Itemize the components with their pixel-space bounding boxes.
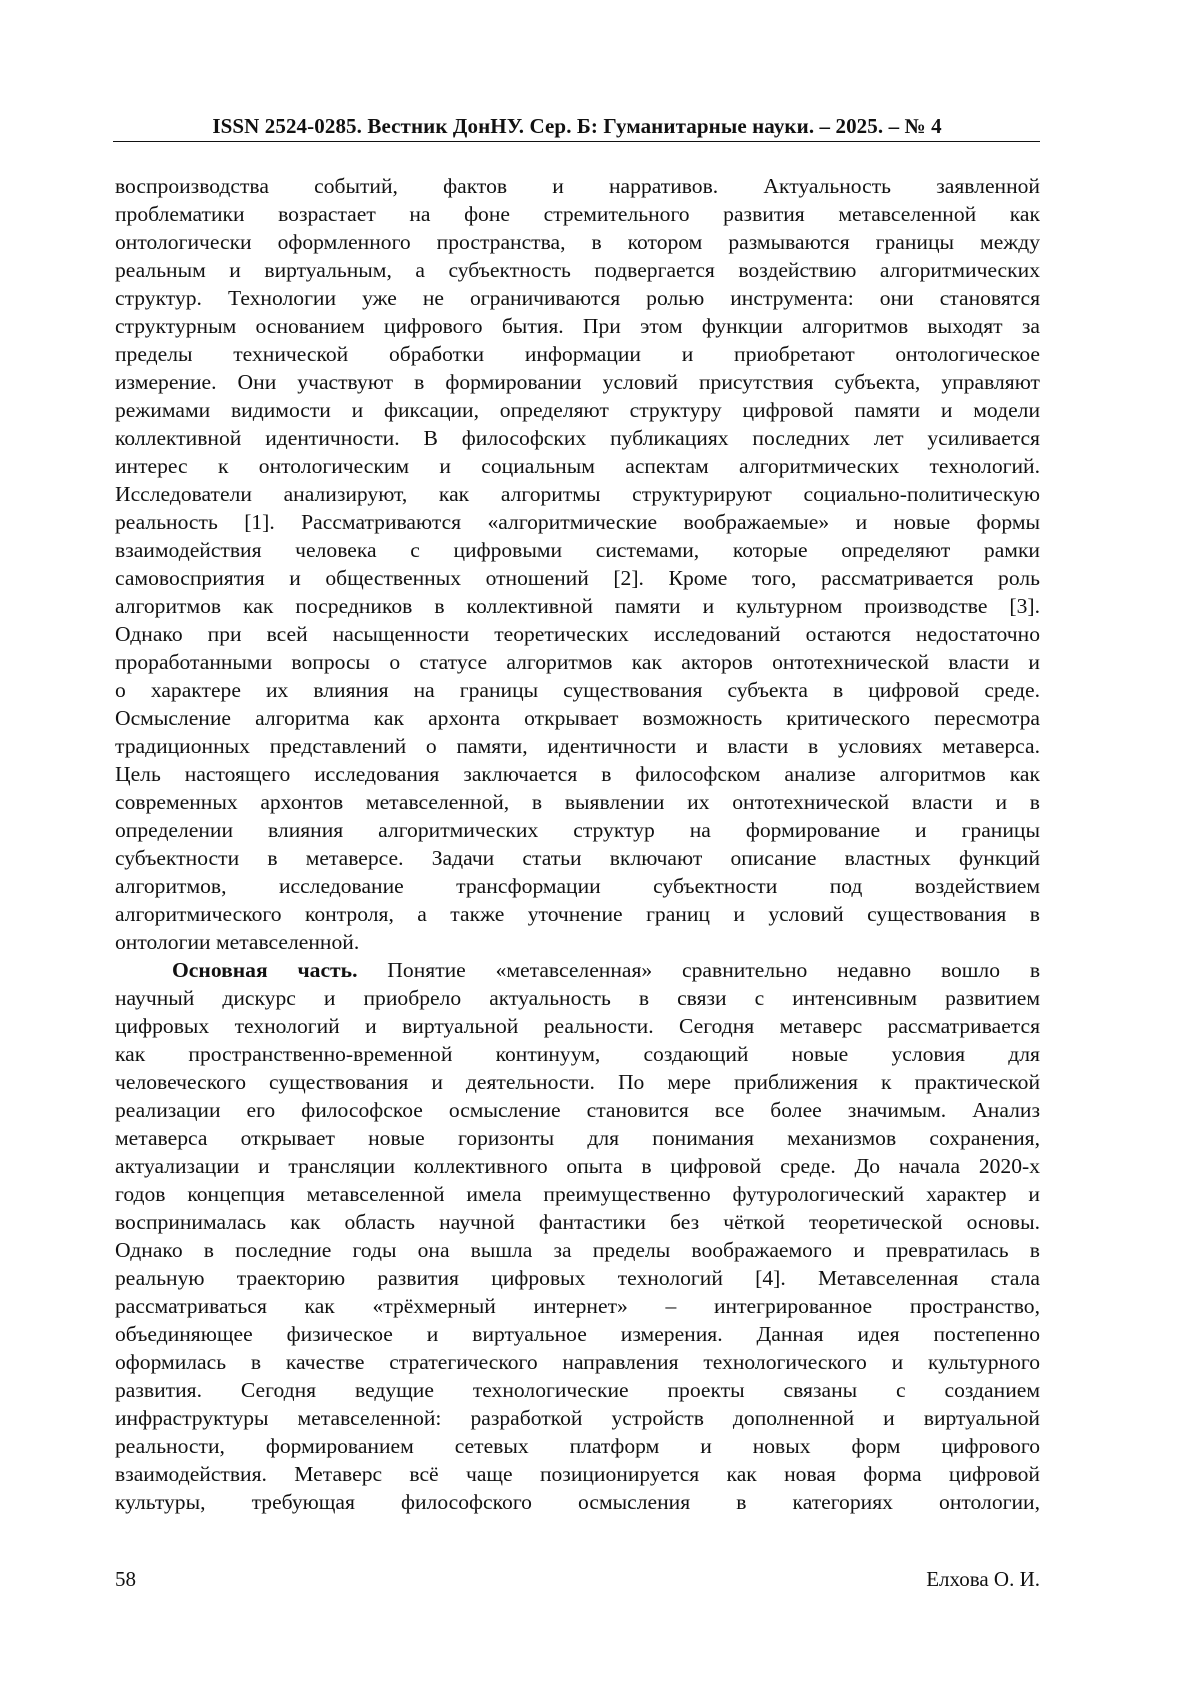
paragraph-main-part [115, 956, 1040, 1516]
text-line: пределы технической обработки информации и приобретают онтологическое [115, 342, 1040, 366]
text-line: самовосприятия и общественных отношений [2]. Кроме того, рассматривается роль [115, 566, 1040, 590]
text-line: научный дискурс и приобрело актуальность в связи с интенсивным развитием [115, 986, 1040, 1010]
text-line: развития. Сегодня ведущие технологические проекты связаны с созданием [115, 1378, 1040, 1402]
text-line: о характере их влияния на границы существования субъекта в цифровой среде. [115, 678, 1040, 702]
text-line: определении влияния алгоритмических структур на формирование и границы [115, 818, 1040, 842]
text-line: алгоритмического контроля, а также уточнение границ и условий существования в [115, 902, 1040, 926]
paragraph-line-text: Понятие «метавселенная» сравнительно недавно вошло в [357, 958, 1040, 982]
text-line: взаимодействия. Метаверс всё чаще позиционируется как новая форма цифровой [115, 1462, 1040, 1486]
text-line: структур. Технологии уже не ограничиваются ролью инструмента: они становятся [115, 286, 1040, 310]
text-line: цифровых технологий и виртуальной реальности. Сегодня метаверс рассматривается [115, 1014, 1040, 1038]
text-line: режимами видимости и фиксации, определяют структуру цифровой памяти и модели [115, 398, 1040, 422]
text-line: реальную траекторию развития цифровых технологий [4]. Метавселенная стала [115, 1266, 1040, 1290]
section-heading: Основная часть. [172, 958, 358, 982]
text-line: проработанными вопросы о статусе алгоритмов как акторов онтотехнической власти и [115, 650, 1040, 674]
text-line: воспроизводства событий, фактов и нарративов. Актуальность заявленной [115, 174, 1040, 198]
paragraph-intro-continuation [115, 172, 1040, 956]
text-line: интерес к онтологическим и социальным аспектам алгоритмических технологий. [115, 454, 1040, 478]
text-line: структурным основанием цифрового бытия. При этом функции алгоритмов выходят за [115, 314, 1040, 338]
text-line: взаимодействия человека с цифровыми системами, которые определяют рамки [115, 538, 1040, 562]
text-line: Однако при всей насыщенности теоретических исследований остаются недостаточно [115, 622, 1040, 646]
text-line: реальным и виртуальным, а субъектность подвергается воздействию алгоритмических [115, 258, 1040, 282]
text-line: воспринималась как область научной фантастики без чёткой теоретической основы. [115, 1210, 1040, 1234]
text-line: годов концепция метавселенной имела преимущественно футурологический характер и [115, 1182, 1040, 1206]
paragraph-first-line [115, 956, 1040, 984]
text-line: коллективной идентичности. В философских публикациях последних лет усиливается [115, 426, 1040, 450]
text-line: алгоритмов, исследование трансформации субъектности под воздействием [115, 874, 1040, 898]
text-line: реализации его философское осмысление становится все более значимым. Анализ [115, 1098, 1040, 1122]
page-number: 58 [115, 1567, 136, 1591]
text-line: онтологии метавселенной. [115, 930, 360, 954]
text-line: как пространственно-временной континуум, создающий новые условия для [115, 1042, 1040, 1066]
running-header: ISSN 2524-0285. Вестник ДонНУ. Сер. Б: Гуманитарные науки. – 2025. – № 4 [212, 114, 942, 138]
text-line: человеческого существования и деятельности. По мере приближения к практической [115, 1070, 1040, 1094]
article-body [115, 172, 1040, 1516]
text-line: Цель настоящего исследования заключается в философском анализе алгоритмов как [115, 762, 1040, 786]
text-line: культуры, требующая философского осмысления в категориях онтологии, [115, 1490, 1040, 1514]
author-name: Елхова О. И. [926, 1567, 1040, 1591]
text-line: измерение. Они участвуют в формировании условий присутствия субъекта, управляют [115, 370, 1040, 394]
text-line: метаверса открывает новые горизонты для понимания механизмов сохранения, [115, 1126, 1040, 1150]
text-line: объединяющее физическое и виртуальное измерения. Данная идея постепенно [115, 1322, 1040, 1346]
text-line: реальности, формированием сетевых платформ и новых форм цифрового [115, 1434, 1040, 1458]
text-line: реальность [1]. Рассматриваются «алгоритмические воображаемые» и новые формы [115, 510, 1040, 534]
text-line: онтологически оформленного пространства, в котором размываются границы между [115, 230, 1040, 254]
text-line: проблематики возрастает на фоне стремительного развития метавселенной как [115, 202, 1040, 226]
text-line: Осмысление алгоритма как архонта открывает возможность критического пересмотра [115, 706, 1040, 730]
text-line: актуализации и трансляции коллективного опыта в цифровой среде. До начала 2020-х [115, 1154, 1040, 1178]
text-line: Однако в последние годы она вышла за пределы воображаемого и превратилась в [115, 1238, 1040, 1262]
text-line: алгоритмов как посредников в коллективной памяти и культурном производстве [3]. [115, 594, 1040, 618]
text-line: Исследователи анализируют, как алгоритмы структурируют социально-политическую [115, 482, 1040, 506]
text-line: современных архонтов метавселенной, в выявлении их онтотехнической власти и в [115, 790, 1040, 814]
text-line: традиционных представлений о памяти, идентичности и власти в условиях метаверса. [115, 734, 1040, 758]
header-divider [113, 141, 1040, 142]
text-line: субъектности в метаверсе. Задачи статьи включают описание властных функций [115, 846, 1040, 870]
text-line: рассматриваться как «трёхмерный интернет» – интегрированное пространство, [115, 1294, 1040, 1318]
text-line: оформилась в качестве стратегического направления технологического и культурного [115, 1350, 1040, 1374]
text-line: инфраструктуры метавселенной: разработкой устройств дополненной и виртуальной [115, 1406, 1040, 1430]
